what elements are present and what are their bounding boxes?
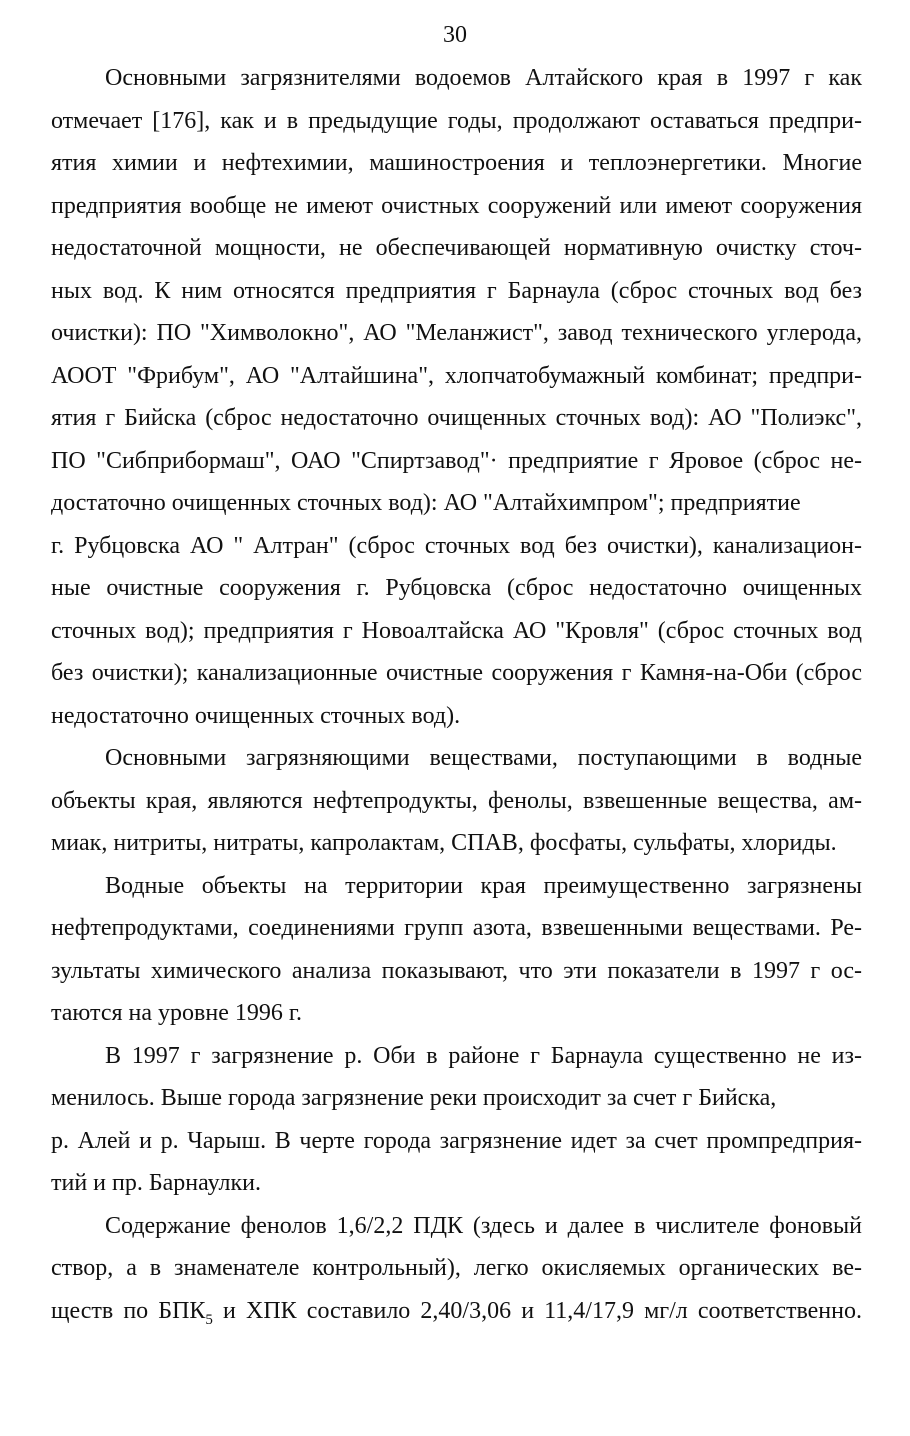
text-line: ятия г Бийска (сброс недостаточно очищенных сточных вод): АО "Полиэкс", <box>51 405 862 431</box>
text-line-with-subscript <box>51 1290 862 1333</box>
text-line: Основными загрязнителями водоемов Алтайского края в 1997 г как <box>105 65 862 91</box>
paragraph-2 <box>51 737 862 865</box>
text-line: миак, нитриты, нитраты, капролактам, СПАВ, фосфаты, сульфаты, хлориды. <box>51 830 837 856</box>
text-line: г. Рубцовска АО " Алтран" (сброс сточных вод без очистки), канализацион- <box>51 532 862 559</box>
text-fragment: ществ по БПК <box>51 1297 206 1324</box>
text-fragment: и ХПК составило 2,40/3,06 и 11,4/17,9 мг/л соответственно. <box>212 1297 862 1324</box>
text-line: Содержание фенолов 1,6/2,2 ПДК (здесь и далее в числителе фоновый <box>105 1212 862 1239</box>
text-line: створ, а в знаменателе контрольный), легко окисляемых органических ве- <box>51 1255 862 1281</box>
text-line: предприятия вообще не имеют очистных сооружений или имеют сооружения <box>51 192 862 219</box>
document-body <box>51 57 862 1332</box>
paragraph-4 <box>51 1035 862 1205</box>
page-number: 30 <box>443 22 467 48</box>
text-line: таются на уровне 1996 г. <box>51 1000 302 1026</box>
text-line: нефтепродуктами, соединениями групп азота, взвешенными веществами. Ре- <box>51 915 862 941</box>
text-line: АООТ "Фрибум", АО "Алтайшина", хлопчатобумажный комбинат; предпри- <box>51 362 862 389</box>
text-line: отмечает [176], как и в предыдущие годы, продолжают оставаться предпри- <box>51 107 862 134</box>
text-line: ятия химии и нефтехимии, машиностроения и теплоэнергетики. Многие <box>51 150 862 176</box>
paragraph-1 <box>51 57 862 737</box>
text-line: очистки): ПО "Химволокно", АО "Меланжист", завод технического углерода, <box>51 320 862 346</box>
text-line: ПО "Сибприбормаш", ОАО "Спиртзавод"· предприятие г Яровое (сброс не- <box>51 447 862 474</box>
text-line: объекты края, являются нефтепродукты, фенолы, взвешенные вещества, ам- <box>51 787 862 814</box>
paragraph-5 <box>51 1205 862 1333</box>
text-line: недостаточной мощности, не обеспечивающей нормативную очистку сточ- <box>51 235 862 261</box>
text-line: сточных вод); предприятия г Новоалтайска АО "Кровля" (сброс сточных вод <box>51 617 862 644</box>
text-line: р. Алей и р. Чарыш. В черте города загрязнение идет за счет промпредприя- <box>51 1127 862 1154</box>
text-line: В 1997 г загрязнение р. Оби в районе г Барнаула существенно не из- <box>105 1042 862 1069</box>
text-line: недостаточно очищенных сточных вод). <box>51 702 461 729</box>
text-line: тий и пр. Барнаулки. <box>51 1170 261 1196</box>
text-line: достаточно очищенных сточных вод): АО "Алтайхимпром"; предприятие <box>51 490 801 516</box>
subscript: 5 <box>205 1311 213 1328</box>
text-line: без очистки); канализационные очистные сооружения г Камня-на-Оби (сброс <box>51 660 862 686</box>
text-line: зультаты химического анализа показывают, что эти показатели в 1997 г ос- <box>51 957 862 984</box>
text-line: Основными загрязняющими веществами, поступающими в водные <box>105 745 862 771</box>
text-line: менилось. Выше города загрязнение реки происходит за счет г Бийска, <box>51 1085 777 1111</box>
text-line: ных вод. К ним относятся предприятия г Барнаула (сброс сточных вод без <box>51 277 862 304</box>
text-line: ные очистные сооружения г. Рубцовска (сброс недостаточно очищенных <box>51 575 862 601</box>
text-line: Водные объекты на территории края преимущественно загрязнены <box>105 872 862 899</box>
paragraph-3 <box>51 865 862 1035</box>
